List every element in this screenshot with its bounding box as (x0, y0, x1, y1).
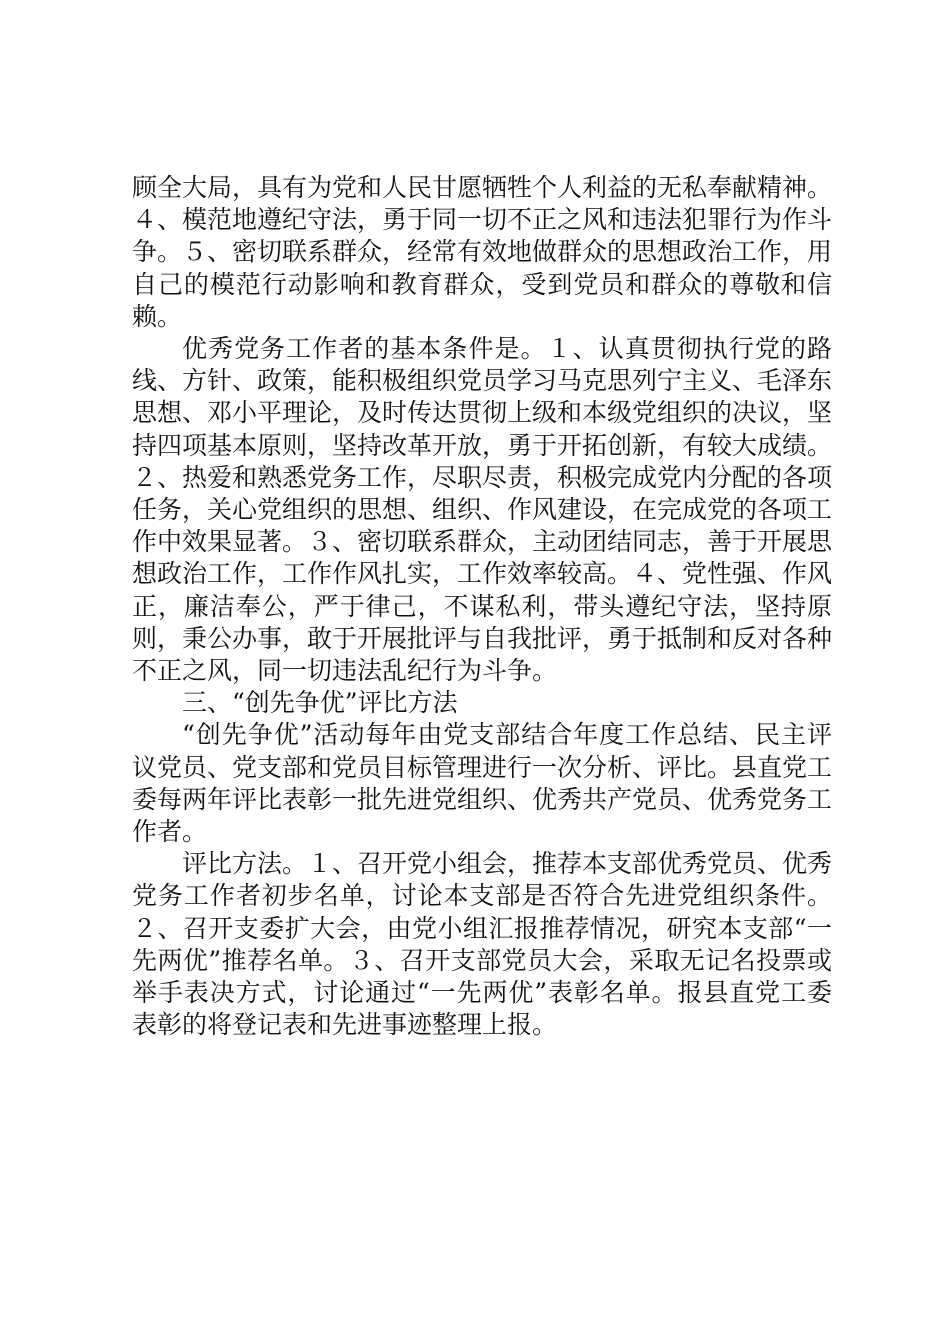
paragraph-evaluation-steps: 评比方法。１、召开党小组会，推荐本支部优秀党员、优秀党务工作者初步名单，讨论本支部是否符合先进党组织条件。２、召开支委扩大会，由党小组汇报推荐情况，研究本支部“一先两优”推荐名单。３、召开支部党员大会，采取无记名投票或举手表决方式，讨论通过“一先两优”表彰名单。报县直党工委表彰的将登记表和先进事迹整理上报。 (132, 849, 833, 1040)
paragraph-party-worker-conditions: 优秀党务工作者的基本条件是。１、认真贯彻执行党的路线、方针、政策，能积极组织党员学习马克思列宁主义、毛泽东思想、邓小平理论，及时传达贯彻上级和本级党组织的决议，坚持四项基本原则，坚持改革开放，勇于开拓创新，有较大成绩。２、热爱和熟悉党务工作，尽职尽责，积极完成党内分配的各项任务，关心党组织的思想、组织、作风建设，在完成党的各项工作中效果显著。３、密切联系群众，主动团结同志，善于开展思想政治工作，工作作风扎实，工作效率较高。４、党性强、作风正，廉洁奉公，严于律己，不谋私利，带头遵纪守法，坚持原则，秉公办事，敢于开展批评与自我批评，勇于抵制和反对各种不正之风，同一切违法乱纪行为斗争。 (132, 334, 833, 686)
section-heading-evaluation-method: 三、“创先争优”评比方法 (182, 688, 458, 718)
document-page (132, 172, 832, 1041)
paragraph-activity-schedule: “创先争优”活动每年由党支部结合年度工作总结、民主评议党员、党支部和党员目标管理进行一次分析、评比。县直党工委每两年评比表彰一批先进党组织、优秀共产党员、优秀党务工作者。 (132, 720, 833, 847)
paragraph-continuation: 顾全大局，具有为党和人民甘愿牺牲个人利益的无私奉献精神。４、模范地遵纪守法，勇于同一切不正之风和违法犯罪行为作斗争。５、密切联系群众，经常有效地做群众的思想政治工作，用自己的模范行动影响和教育群众，受到党员和群众的尊敬和信赖。 (132, 173, 833, 331)
